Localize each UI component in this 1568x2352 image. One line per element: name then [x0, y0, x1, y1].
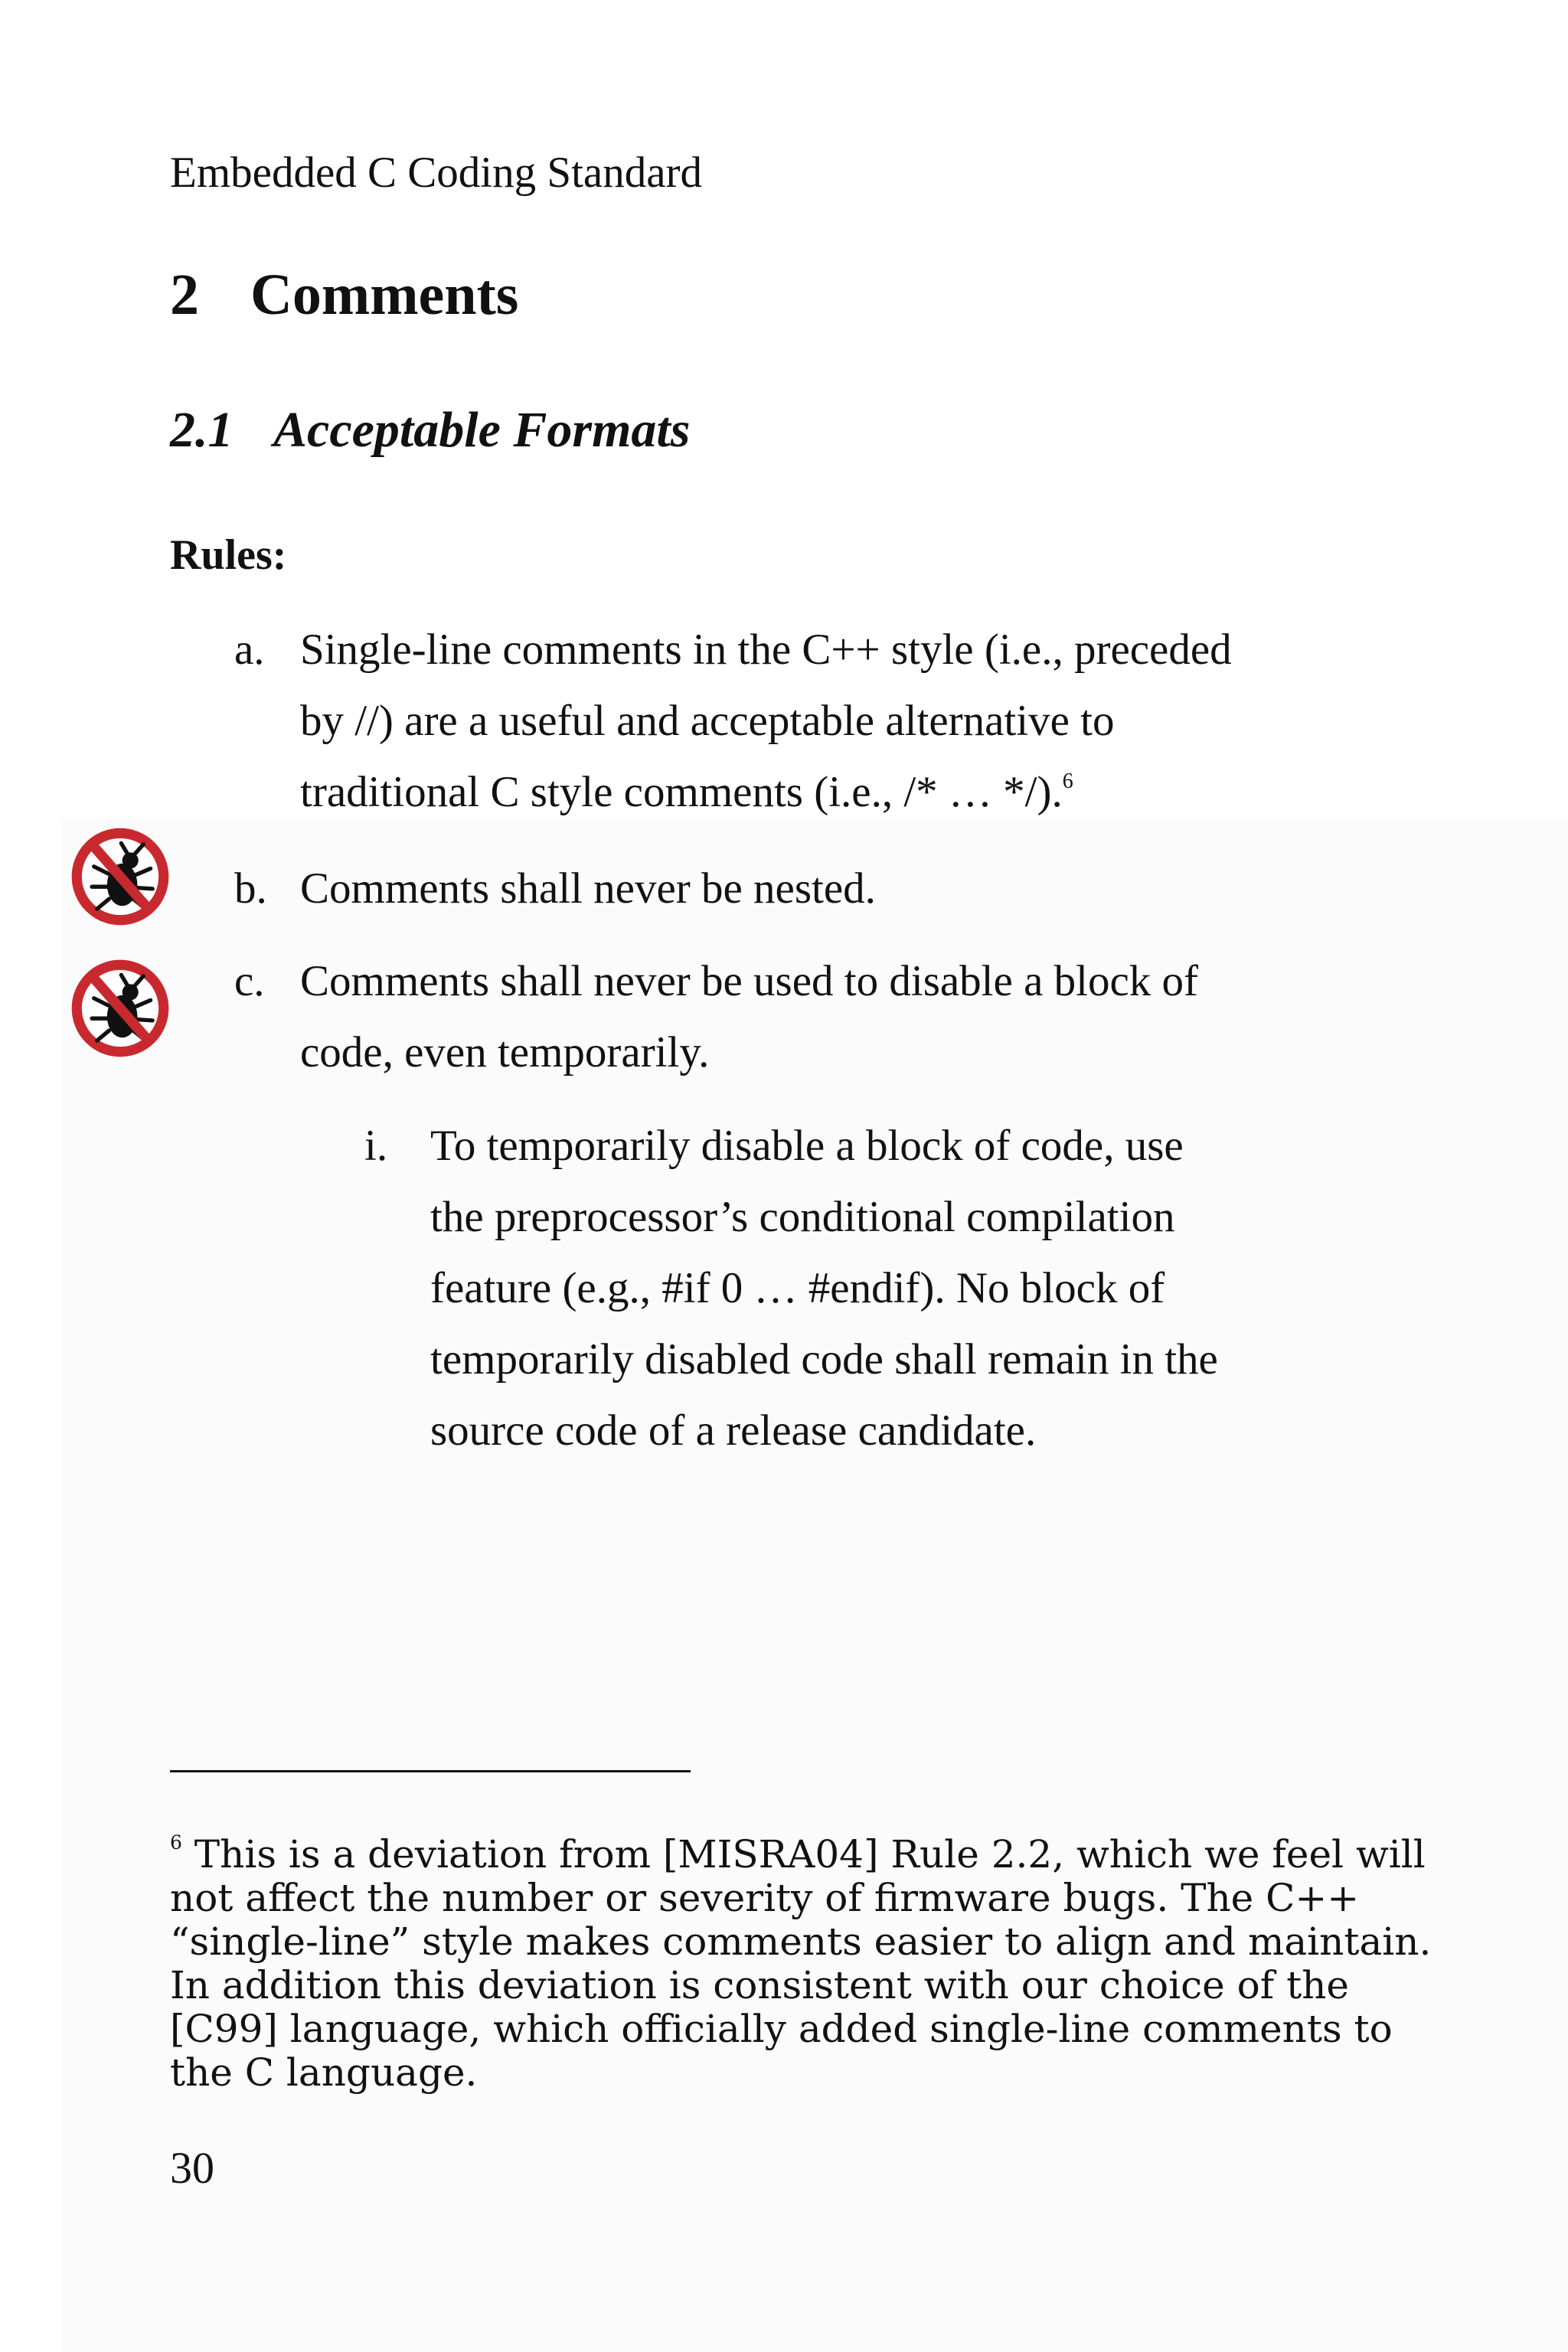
section-heading — [170, 400, 690, 461]
rule-c-subrule-marker: i. — [364, 1122, 388, 1170]
rule-a-line: traditional C style comments (i.e., /* … */). — [300, 768, 1063, 816]
no-bug-icon — [70, 826, 171, 927]
footnote-line: [C99] language, which officially added single-line comments to — [170, 2007, 1393, 2051]
rule-c-subrule-line: source code of a release candidate. — [430, 1406, 1037, 1455]
footnote-separator — [170, 1770, 691, 1772]
rule-b-line: Comments shall never be nested. — [300, 864, 876, 913]
page-number: 30 — [170, 2143, 214, 2193]
chapter-heading — [170, 260, 518, 329]
footnote-line: not affect the number or severity of firmware bugs. The C++ — [170, 1876, 1360, 1920]
rule-c-subrule-line: the preprocessor’s conditional compilation — [430, 1193, 1175, 1241]
chapter-title: Comments — [250, 263, 519, 327]
rule-a-line: Single-line comments in the C++ style (i.e., preceded — [300, 626, 1232, 674]
footnote-number: 6 — [170, 1831, 182, 1854]
rule-c-line: code, even temporarily. — [300, 1028, 710, 1076]
rule-b-marker: b. — [234, 864, 267, 913]
rule-c-subrule-line: temporarily disabled code shall remain in the — [430, 1335, 1218, 1383]
running-header: Embedded C Coding Standard — [170, 149, 702, 197]
no-bug-icon — [70, 958, 171, 1059]
rules-label: Rules: — [170, 531, 287, 579]
rule-b-text — [300, 853, 876, 924]
footnote-line: This is a deviation from [MISRA04] Rule 2.2, which we feel will — [181, 1832, 1426, 1877]
rule-c-line: Comments shall never be used to disable a block of — [300, 957, 1198, 1005]
footnote-line: In addition this deviation is consistent with our choice of the — [170, 1963, 1349, 2007]
footnote-reference[interactable]: 6 — [1062, 769, 1073, 793]
rule-c-text — [300, 946, 1198, 1088]
footnote-line: the C language. — [170, 2050, 478, 2095]
rule-c-subrule-line: feature (e.g., #if 0 … #endif). No block of — [430, 1264, 1165, 1312]
rule-a-marker: a. — [234, 626, 265, 674]
rule-a-line-with-footnote — [300, 756, 1232, 828]
rule-c-subrule-line: To temporarily disable a block of code, use — [430, 1122, 1184, 1170]
rule-c-subrule-text — [430, 1110, 1218, 1466]
footnote-first-line — [170, 1831, 1426, 1877]
section-number: 2.1 — [170, 402, 234, 458]
section-title: Acceptable Formats — [273, 402, 691, 458]
chapter-number: 2 — [170, 263, 199, 327]
rule-a-line: by //) are a useful and acceptable alternative to — [300, 697, 1115, 745]
footnote-6 — [170, 1831, 1432, 2095]
rule-a-text — [300, 614, 1232, 828]
rule-c-marker: c. — [234, 957, 265, 1005]
footnote-line: “single-line” style makes comments easier to align and maintain. — [170, 1919, 1432, 1964]
